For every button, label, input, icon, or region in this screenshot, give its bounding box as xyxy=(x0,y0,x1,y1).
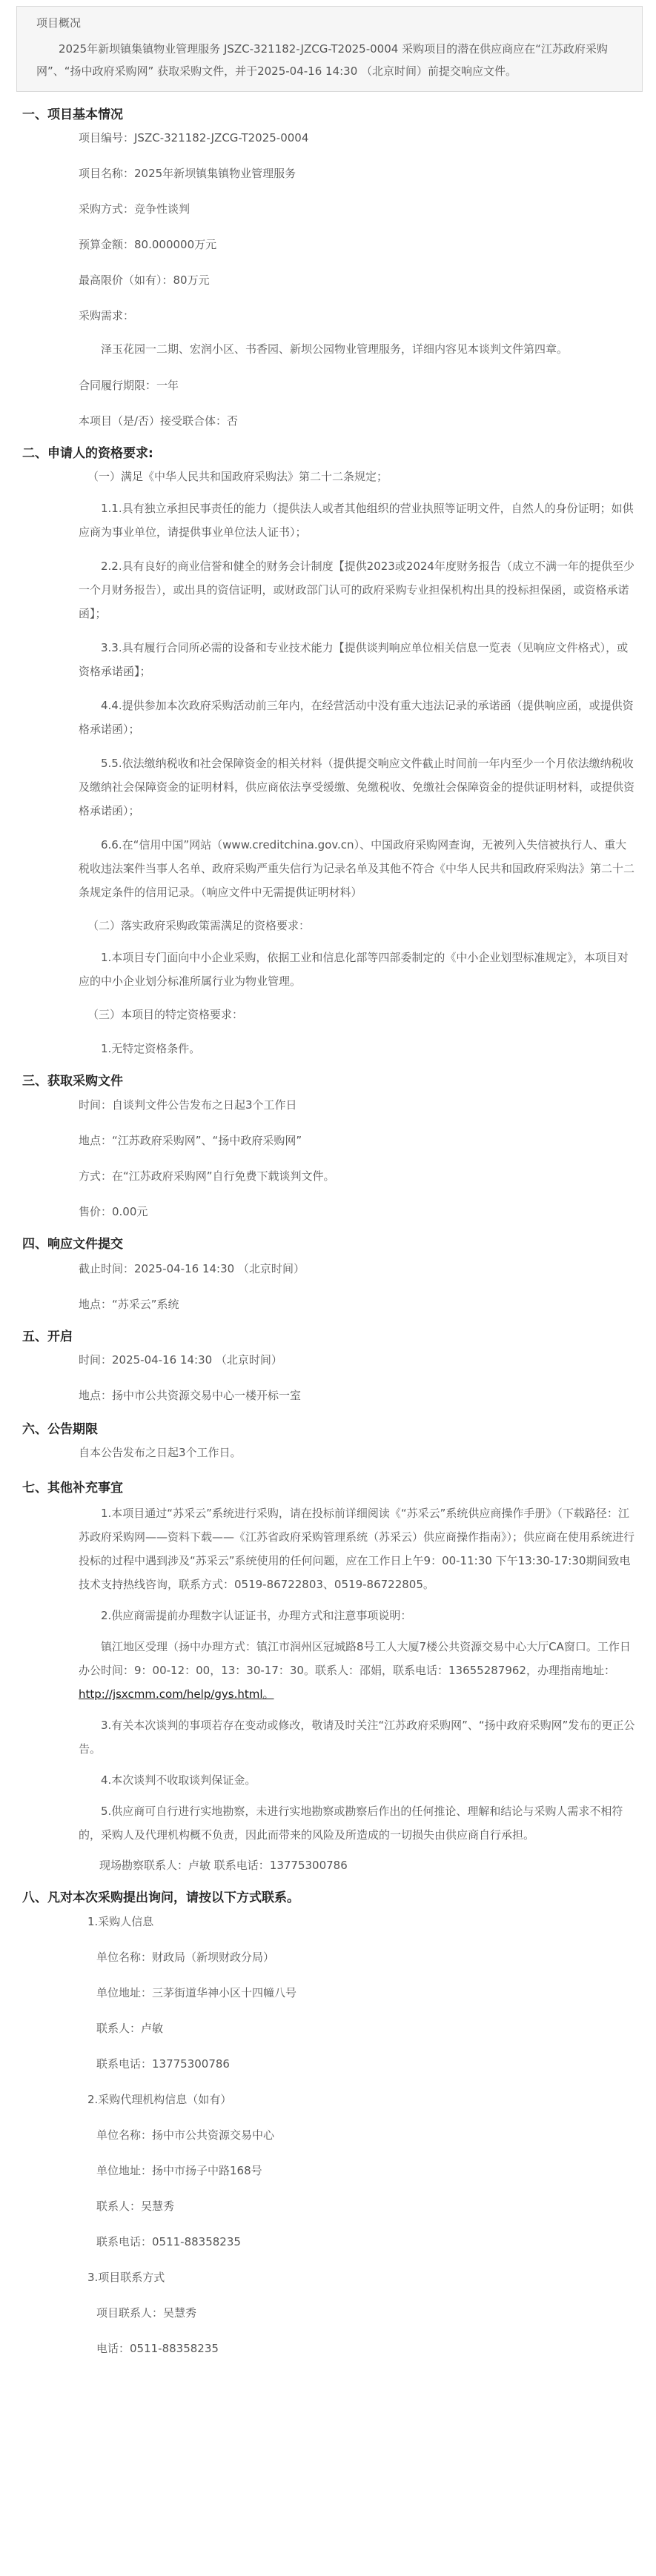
obtain-way: 方式：在“江苏政府采购网”自行免费下载谈判文件。 xyxy=(79,1169,335,1183)
overview-body: 2025年新坝镇集镇物业管理服务 JSZC-321182-JZCG-T2025-0004 采购项目的潜在供应商应在“江苏政府采购网”、“扬中政府采购网” 获取采购文件，并于2025-04-16 14:30 （北京时间）前提交响应文件。 xyxy=(36,42,608,78)
notice-period-text: 自本公告发布之日起3个工作日。 xyxy=(79,1446,242,1460)
site-survey-contact: 现场勘察联系人：卢敏 联系电话：13775300786 xyxy=(99,1859,348,1873)
project-contact-phone: 电话：0511-88358235 xyxy=(96,2341,219,2355)
project-contact-heading: 3.项目联系方式 xyxy=(87,2270,165,2284)
project-name: 项目名称：2025年新坝镇集镇物业管理服务 xyxy=(79,167,296,181)
ca-office-info: 镇江地区受理（扬中办理方式：镇江市润州区冠城路8号工人大厦7楼公共资源交易中心大厅CA窗口。工作日办公时间：9：00-12：00，13：30-17：30。联系人：邵娟，联系电话：13655287962，办理指南地址： xyxy=(79,1640,631,1678)
submit-place: 地点：“苏采云”系统 xyxy=(79,1297,179,1311)
requirement-1-1: 1.1.具有独立承担民事责任的能力（提供法人或者其他组织的营业执照等证明文件，自然人的身份证明；如供应商为事业单位，请提供事业单位法人证书）； xyxy=(79,502,634,540)
supplement-2: 2.供应商需提前办理数字认证证书，办理方式和注意事项说明： xyxy=(101,1609,412,1623)
ca-guide-link[interactable]: http://jsxcmm.com/help/gys.html。 xyxy=(79,1687,274,1702)
requirement-6-6: 6.6.在“信用中国”网站（www.creditchina.gov.cn）、中国政府采购网查询，无被列入失信被执行人、重大税收违法案件当事人名单、政府采购严重失信行为记录名单及其他不符合《中华人民共和国政府采购法》第二十二条规定条件的信用记录。（响应文件中无需提供证明材料） xyxy=(79,838,635,900)
agent-phone: 联系电话：0511-88358235 xyxy=(96,2234,241,2248)
buyer-address: 单位地址：三茅街道华神小区十四幢八号 xyxy=(96,1985,297,1999)
requirement-sub2: （二）落实政府采购政策需满足的资格要求： xyxy=(87,919,311,933)
section-6-heading: 六、公告期限 xyxy=(22,1421,98,1437)
requirement-sub2-text: 1.本项目专门面向中小企业采购，依据工业和信息化部等四部委制定的《中小企业划型标准规定》，本项目对应的中小企业划分标准所属行业为物业管理。 xyxy=(79,951,629,989)
need-label: 采购需求： xyxy=(79,309,135,323)
buyer-phone: 联系电话：13775300786 xyxy=(96,2057,230,2071)
announcement-page xyxy=(0,6,656,2576)
section-1-heading: 一、项目基本情况 xyxy=(22,107,123,122)
agent-info-heading: 2.采购代理机构信息（如有） xyxy=(87,2092,232,2106)
opening-place: 地点：扬中市公共资源交易中心一楼开标一室 xyxy=(79,1388,302,1402)
agent-contact-person: 联系人：吴慧秀 xyxy=(96,2199,175,2213)
submit-deadline: 截止时间：2025-04-16 14:30 （北京时间） xyxy=(79,1261,305,1275)
project-overview-box xyxy=(16,6,643,92)
supplement-1: 1.本项目通过“苏采云”系统进行采购，请在投标前详细阅读《“苏采云”系统供应商操作手册》（下载路径：江苏政府采购网——资料下载——《江苏省政府采购管理系统（苏采云）供应商操作指南》）；供应商在使用系统进行投标的过程中遇到涉及“苏采云”系统使用的任何问题，应在工作日上午9：00-11:30 下午13:30-17:30期间致电技术支持热线咨询，联系方式：0519-86722803、0519-86722805。 xyxy=(79,1507,635,1592)
project-contact-person: 项目联系人：吴慧秀 xyxy=(96,2306,197,2320)
obtain-time: 时间：自谈判文件公告发布之日起3个工作日 xyxy=(79,1098,297,1112)
consortium-policy: 本项目（是/否）接受联合体：否 xyxy=(79,414,239,428)
budget-amount: 预算金额：80.000000万元 xyxy=(79,238,217,252)
project-code: 项目编号：JSZC-321182-JZCG-T2025-0004 xyxy=(79,131,309,145)
supplement-5: 5.供应商可自行进行实地勘察，未进行实地勘察或勘察后作出的任何推论、理解和结论与采购人需求不相符的，采购人及代理机构概不负责，因此而带来的风险及所造成的一切损失由供应商自行承担。 xyxy=(79,1805,623,1842)
agent-name: 单位名称：扬中市公共资源交易中心 xyxy=(96,2128,275,2142)
section-8-heading: 八、凡对本次采购提出询问，请按以下方式联系。 xyxy=(22,1890,299,1906)
overview-title: 项目概况 xyxy=(36,16,82,30)
requirement-5-5: 5.5.依法缴纳税收和社会保障资金的相关材料（提供提交响应文件截止时间前一年内至少一个月依法缴纳税收及缴纳社会保障资金的证明材料，供应商依法享受缓缴、免缴税收、免缴社会保障资金的提供证明材料，或提供资格承诺函）； xyxy=(79,757,635,818)
section-3-heading: 三、获取采购文件 xyxy=(22,1074,123,1089)
requirement-4-4: 4.4.提供参加本次政府采购活动前三年内，在经营活动中没有重大违法记录的承诺函（提供响应函，或提供资格承诺函）； xyxy=(79,699,634,737)
requirement-3-3: 3.3.具有履行合同所必需的设备和专业技术能力【提供谈判响应单位相关信息一览表（见响应文件格式），或资格承诺函】； xyxy=(79,641,629,679)
buyer-name: 单位名称：财政局（新坝财政分局） xyxy=(96,1950,275,1964)
procurement-method: 采购方式：竞争性谈判 xyxy=(79,202,190,216)
contract-period: 合同履行期限：一年 xyxy=(79,379,179,393)
supplement-4: 4.本次谈判不收取谈判保证金。 xyxy=(101,1773,256,1787)
obtain-place: 地点：“江苏政府采购网”、“扬中政府采购网” xyxy=(79,1133,302,1147)
section-4-heading: 四、响应文件提交 xyxy=(22,1236,123,1252)
section-2-heading: 二、申请人的资格要求: xyxy=(22,446,153,462)
requirement-sub1: （一）满足《中华人民共和国政府采购法》第二十二条规定； xyxy=(87,470,388,484)
supplement-2-details xyxy=(16,1635,643,1706)
requirement-2-2: 2.2.具有良好的商业信誉和健全的财务会计制度【提供2023或2024年度财务报告（成立不满一年的提供至少一个月财务报告），或出具的资信证明，或财政部门认可的政府采购专业担保机构出具的投标担保函，或资格承诺函】； xyxy=(79,560,635,621)
buyer-contact-person: 联系人：卢敏 xyxy=(96,2021,164,2035)
opening-time: 时间：2025-04-16 14:30 （北京时间） xyxy=(79,1352,282,1367)
need-text: 泽玉花园一二期、宏润小区、书香园、新坝公园物业管理服务，详细内容见本谈判文件第四章。 xyxy=(101,342,569,356)
requirement-sub3-text: 1.无特定资格条件。 xyxy=(101,1042,201,1056)
max-price: 最高限价（如有）：80万元 xyxy=(79,273,210,288)
buyer-info-heading: 1.采购人信息 xyxy=(87,1914,154,1928)
obtain-price: 售价：0.00元 xyxy=(79,1204,148,1218)
section-5-heading: 五、开启 xyxy=(22,1329,73,1344)
supplement-3: 3.有关本次谈判的事项若存在变动或修改，敬请及时关注“江苏政府采购网”、“扬中政府采购网”发布的更正公告。 xyxy=(79,1719,635,1756)
requirement-sub3: （三）本项目的特定资格要求： xyxy=(87,1008,244,1022)
agent-address: 单位地址：扬中市扬子中路168号 xyxy=(96,2163,262,2177)
section-7-heading: 七、其他补充事宜 xyxy=(22,1481,123,1496)
